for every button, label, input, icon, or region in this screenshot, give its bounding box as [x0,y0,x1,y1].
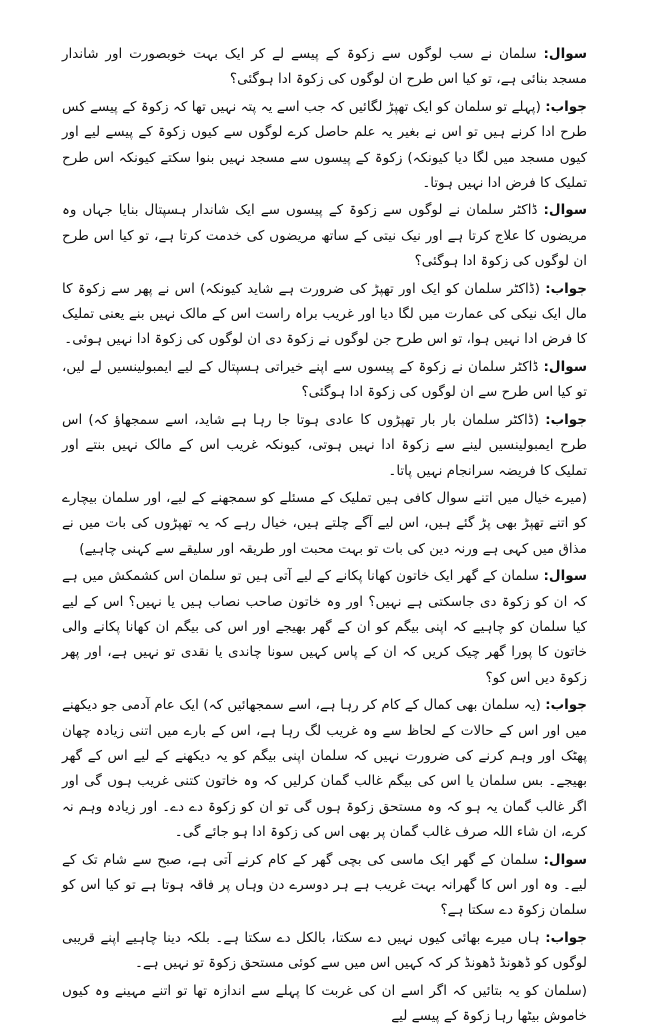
question-label: سوال: [543,358,587,375]
paragraph-text: (ڈاکٹر سلمان کو ایک اور تھپڑ کی ضرورت ہے شاید کیونکہ) اس نے پھر سے زکوۃ کا مال ایک نیکی کی عمارت میں لگا دیا اور غریب براہ راست اس کے مالک نہیں بنے یعنی تملیک کا فرض ادا نہیں ہوا، تو اس طرح جن لوگوں نے زکوۃ دی ان لوگوں کی زکوۃ ادا نہیں ہوئی۔ [62,280,587,348]
answer-label: جواب: [545,411,587,428]
question-paragraph [62,42,587,93]
question-paragraph [62,355,587,406]
answer-label: جواب: [545,98,588,115]
paragraph-text: (ڈاکٹر سلمان بار بار تھپڑوں کا عادی ہوتا جا رہا ہے شاید، اسے سمجھاؤ کہ) اس طرح ایمبولینسیں لینے سے زکوۃ ادا نہیں ہوتی، کیونکہ غریب اس کے مالک نہیں بنتے اور تملیک کا فریضہ سرانجام نہیں پاتا۔ [62,411,587,479]
question-label: سوال: [543,46,587,62]
paragraph-text: (میرے خیال میں اتنے سوال کافی ہیں تملیک کے مسئلے کو سمجھنے کے لیے، اور سلمان بیچارے کو اتنے تھپڑ بھی پڑ گئے ہیں، اس لیے آگے چلتے ہیں، خیال رہے کہ یہ تھپڑوں کی بات میں نے مذاق میں کہی ہے ورنہ دین کی بات تو بہت محبت اور طریقہ اور سلیقے سے کہنی چاہیے) [62,489,587,557]
question-paragraph [62,564,587,691]
answer-paragraph [62,408,587,484]
answer-paragraph [62,693,587,845]
question-label: سوال: [543,202,587,219]
answer-paragraph [62,926,587,977]
paragraph-text: ڈاکٹر سلمان نے زکوۃ کے پیسوں سے اپنے خیراتی ہسپتال کے لیے ایمبولینسیں لے لیں، تو کیا اس طرح سے ان لوگوں کی زکوۃ ادا ہوگئی؟ [62,358,587,401]
paragraph-text: سلمان کے گھر ایک ماسی کی بچی گھر کے کام کرنے آتی ہے، صبح سے شام تک کے لیے۔ وہ اور اس کا گھرانہ بہت غریب ہے ہر دوسرے دن وہاں پر فاقہ ہوتا ہے تو کیا اس کو سلمان زکوۃ دے سکتا ہے؟ [62,851,587,919]
note-paragraph [62,486,587,562]
paragraph-text: ڈاکٹر سلمان نے لوگوں سے زکوۃ کے پیسوں سے ایک شاندار ہسپتال بنایا جہاں وہ مریضوں کا علاج کرتا ہے اور نیک نیتی کے ساتھ مریضوں کی خدمت کرتا ہے، تو کیا اس طرح ان لوگوں کی زکوۃ ادا ہوگئی؟ [62,202,587,270]
question-paragraph [62,198,587,274]
answer-label: جواب: [545,929,587,946]
question-label: سوال: [543,568,587,585]
note-paragraph [62,979,587,1029]
answer-label: جواب: [545,280,587,297]
paragraph-text: سلمان نے سب لوگوں سے زکوۃ کے پیسے لے کر ایک بہت خوبصورت اور شاندار مسجد بنائی ہے، تو کیا اس طرح ان لوگوں کی زکوۃ ادا ہوگئی؟ [62,46,587,88]
paragraph-text: سلمان کے گھر ایک خاتون کھانا پکانے کے لیے آتی ہیں تو سلمان اس کشمکش میں ہے کہ ان کو زکوۃ دی جاسکتی ہے نہیں؟ اور وہ خاتون صاحب نصاب ہیں یا نہیں؟ اس کے لیے کیا سلمان کو چاہیے کہ اپنی بیگم کو ان کے گھر بھیجے اور اس کی بیگم ان کھانا پکانے والی خاتون کا پورا گھر چیک کریں کہ ان کے پاس کہیں سونا چاندی یا نقدی تو نہیں ہے، اور پھر زکوۃ دیں اس کو؟ [62,568,587,686]
paragraph-text: (پہلے تو سلمان کو ایک تھپڑ لگائیں کہ جب اسے یہ پتہ نہیں تھا کہ زکوۃ کے پیسے کس طرح ادا کرنے ہیں تو اس نے بغیر یہ علم حاصل کرے لوگوں سے کیوں زکوۃ کے پیسے لیے اور کیوں مسجد میں لگا دیا کیونکہ) زکوۃ کے پیسوں سے مسجد نہیں بنوا سکتے کیونکہ اس طرح تملیک کا فرض ادا نہیں ہوتا۔ [62,98,587,192]
answer-paragraph [62,277,587,353]
question-label: سوال: [543,851,588,868]
question-paragraph [62,848,587,924]
paragraph-text: (سلمان کو یہ بتائیں کہ اگر اسے ان کی غربت کا پہلے سے اندازہ تھا تو اتنے مہینے وہ کیوں خاموش بیٹھا رہا زکوۃ کے پیسے لیے [62,982,587,1025]
answer-paragraph [62,95,587,197]
paragraph-text: (یہ سلمان بھی کمال کے کام کر رہا ہے، اسے سمجھائیں کہ) ایک عام آدمی جو دیکھنے میں اور اس کے حالات کے لحاظ سے وہ غریب لگ رہا ہے، اس کے بارے میں اتنی زیادہ چھان پھٹک اور وہم کرنے کی ضرورت نہیں کہ سلمان اپنی بیگم کو یہ دیکھنے کے لیے اس کے گھر بھیجے۔ بس سلمان یا اس کی بیگم غالب گمان کرلیں کہ وہ خاتون کتنی غریب ہوں گی اور اگر غالب گمان یہ ہو کہ وہ مستحق زکوۃ ہوں گی تو ان کو زکوۃ دے دے۔ اور زیادہ وہم نہ کرے، ان شاء اللہ صرف غالب گمان پر بھی اس کی زکوۃ ادا ہو جائے گی۔ [62,697,587,841]
answer-label: جواب: [545,697,588,714]
paragraph-text: ہاں میرے بھائی کیوں نہیں دے سکتا، بالکل دے سکتا ہے۔ بلکہ دینا چاہیے اپنے قریبی لوگوں کو ڈھونڈ ڈھونڈ کر کہ کہیں اس میں سے کوئی مستحق زکوۃ تو نہیں ہے۔ [62,929,587,972]
